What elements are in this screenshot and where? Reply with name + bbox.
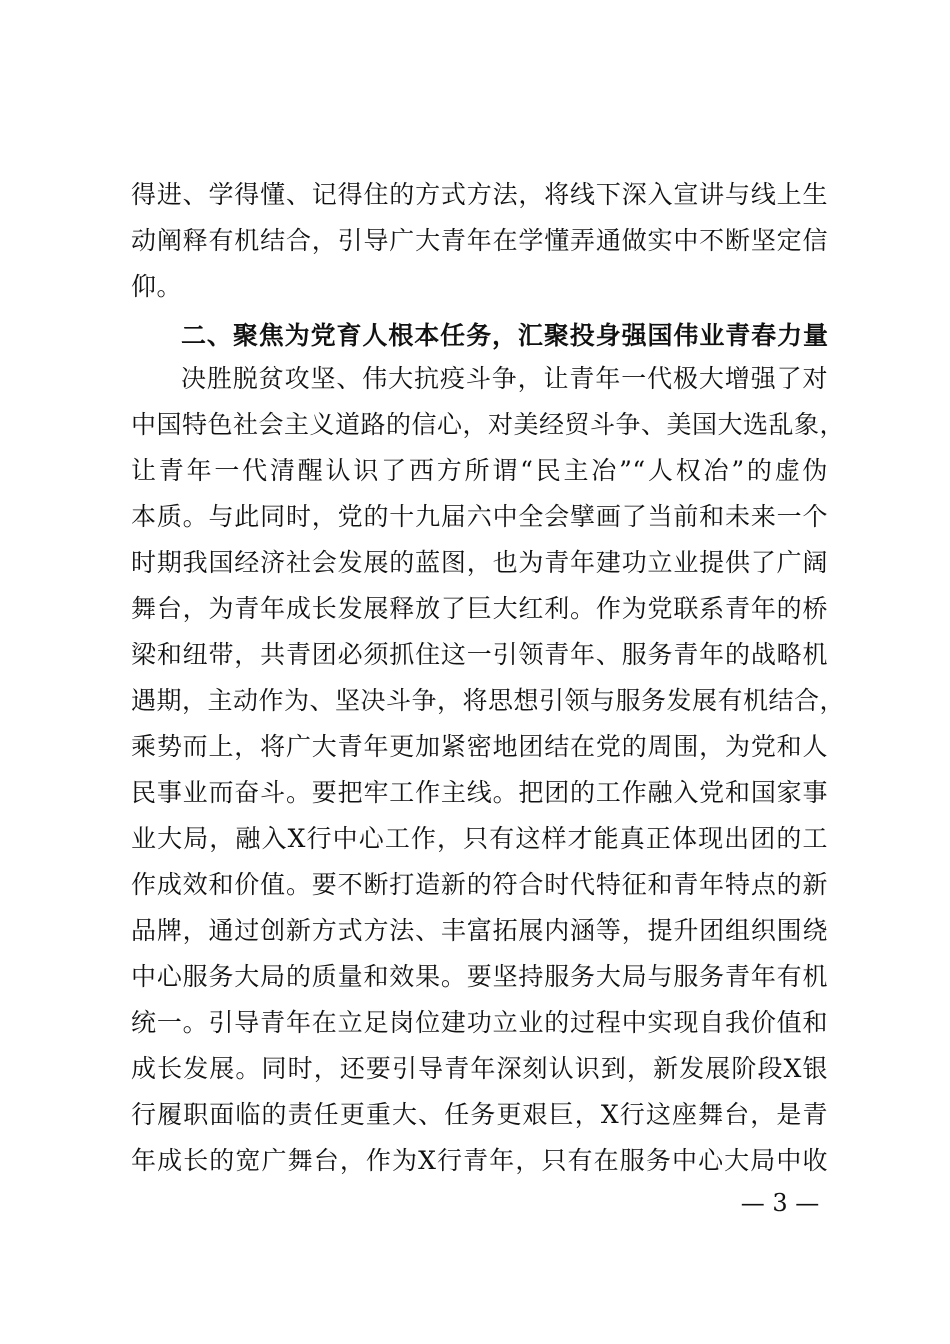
paragraph-line: 品牌，通过创新方式方法、丰富拓展内涵等，提升团组织围绕 — [131, 916, 828, 945]
page-number: — 3 — — [740, 1189, 820, 1217]
paragraph-line: 业大局，融入X行中心工作，只有这样才能真正体现出团的工 — [131, 824, 828, 853]
paragraph-line: 舞台，为青年成长发展释放了巨大红利。作为党联系青年的桥 — [131, 594, 828, 623]
paragraph-line: 中国特色社会主义道路的信心，对美经贸斗争、美国大选乱象， — [131, 410, 846, 439]
paragraph-line: 乘势而上，将广大青年更加紧密地团结在党的周围，为党和人 — [131, 732, 828, 761]
paragraph-line: 作成效和价值。要不断打造新的符合时代特征和青年特点的新 — [131, 870, 828, 899]
paragraph-line: 仰。 — [131, 272, 183, 301]
paragraph-line: 统一。引导青年在立足岗位建功立业的过程中实现自我价值和 — [131, 1008, 828, 1037]
paragraph-line: 得进、学得懂、记得住的方式方法，将线下深入宣讲与线上生 — [131, 180, 828, 209]
paragraph-line: 中心服务大局的质量和效果。要坚持服务大局与服务青年有机 — [131, 962, 828, 991]
paragraph-line: 成长发展。同时，还要引导青年深刻认识到，新发展阶段X银 — [131, 1054, 828, 1083]
paragraph-line: 遇期，主动作为、坚决斗争，将思想引领与服务发展有机结合， — [131, 686, 846, 715]
paragraph-line: 时期我国经济社会发展的蓝图，也为青年建功立业提供了广阔 — [131, 548, 828, 577]
paragraph-line: 民事业而奋斗。要把牢工作主线。把团的工作融入党和国家事 — [131, 778, 828, 807]
paragraph-line: 本质。与此同时，党的十九届六中全会擘画了当前和未来一个 — [131, 502, 828, 531]
paragraph-line: 行履职面临的责任更重大、任务更艰巨，X行这座舞台，是青 — [131, 1100, 828, 1129]
section-heading: 二、聚焦为党育人根本任务，汇聚投身强国伟业青春力量 — [181, 321, 828, 350]
paragraph-line: 决胜脱贫攻坚、伟大抗疫斗争，让青年一代极大增强了对 — [181, 364, 828, 393]
paragraph-line: 让青年一代清醒认识了西方所谓“民主冶”“人权冶”的虚伪 — [131, 456, 828, 485]
paragraph-line: 动阐释有机结合，引导广大青年在学懂弄通做实中不断坚定信 — [131, 226, 828, 255]
paragraph-line: 梁和纽带，共青团必须抓住这一引领青年、服务青年的战略机 — [131, 640, 828, 669]
paragraph-line: 年成长的宽广舞台，作为X行青年，只有在服务中心大局中收 — [131, 1146, 828, 1175]
